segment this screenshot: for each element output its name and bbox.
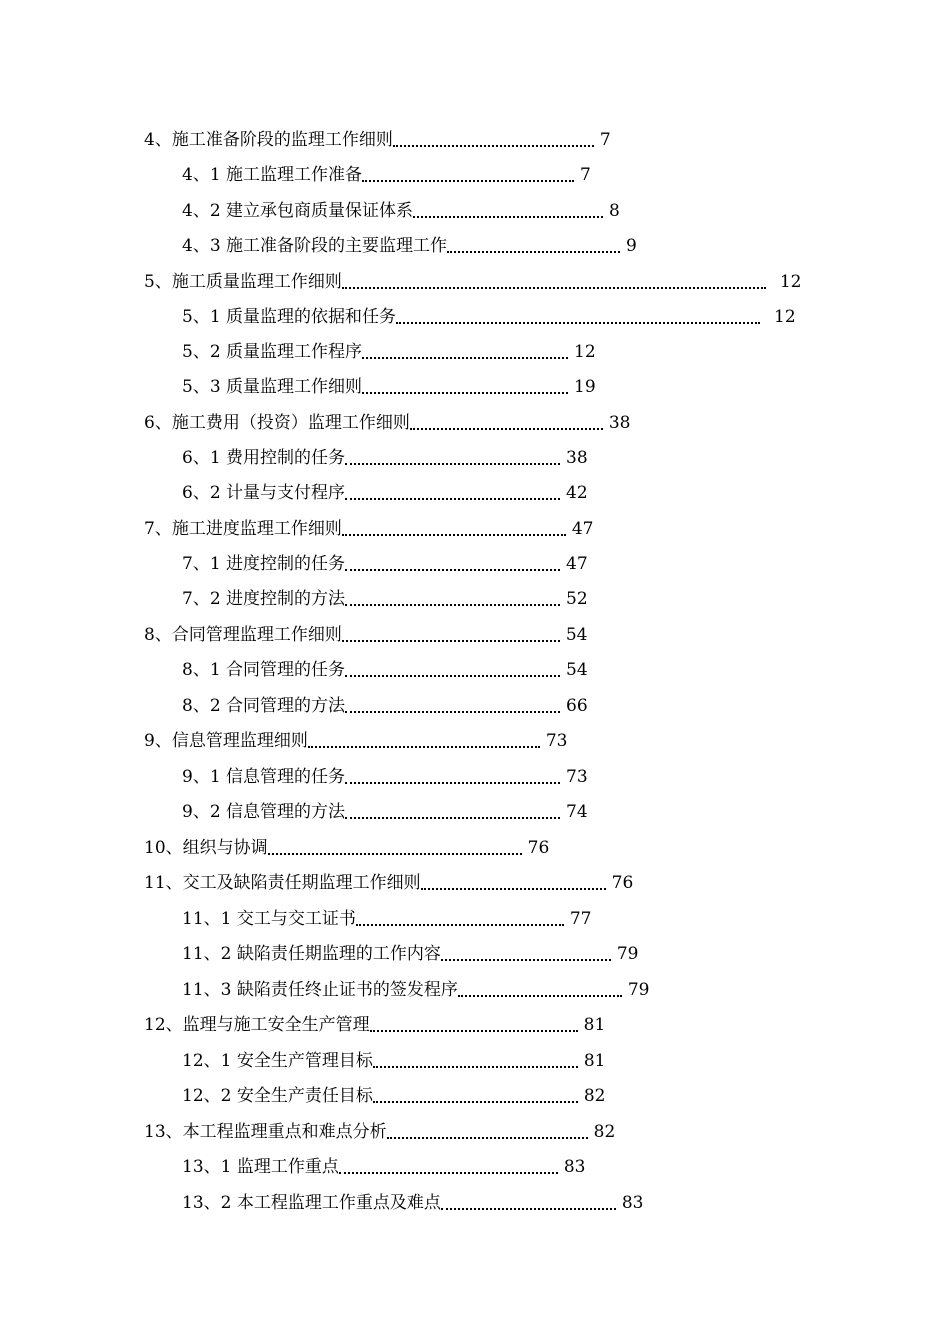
- toc-entry[interactable]: [144, 1118, 615, 1142]
- toc-entry-page-number: 66: [566, 696, 588, 716]
- toc-entry-page-number: 42: [566, 483, 588, 503]
- toc-entry-label: 8、2 合同管理的方法: [182, 696, 346, 716]
- toc-entry[interactable]: [182, 798, 588, 822]
- toc-entry[interactable]: [144, 834, 549, 858]
- dot-leader: [342, 534, 566, 536]
- toc-entry-page-number: 54: [565, 625, 588, 645]
- dot-leader: [421, 888, 606, 890]
- dot-leader: [362, 392, 568, 394]
- toc-entry[interactable]: [182, 479, 588, 503]
- toc-entry-label: 11、2 缺陷责任期监理的工作内容: [182, 944, 441, 964]
- toc-entry-label: 8、1 合同管理的任务: [182, 660, 346, 680]
- toc-entry-page-number: 7: [599, 130, 611, 150]
- toc-entry-label: 4、3 施工准备阶段的主要监理工作: [182, 236, 448, 256]
- toc-entry-label: 11、1 交工与交工证书: [182, 909, 356, 929]
- toc-entry-page-number: 83: [563, 1157, 586, 1177]
- toc-entry[interactable]: [182, 976, 650, 1000]
- toc-entry[interactable]: [182, 763, 588, 787]
- dot-leader: [345, 817, 560, 819]
- dot-leader: [458, 995, 622, 997]
- toc-entry-label: 5、1 质量监理的依据和任务: [182, 307, 397, 327]
- toc-entry-page-number: 79: [616, 944, 639, 964]
- toc-entry-page-number: 81: [583, 1015, 606, 1035]
- toc-entry[interactable]: [182, 197, 620, 221]
- toc-entry[interactable]: [182, 1153, 586, 1177]
- toc-entry[interactable]: [144, 268, 801, 292]
- dot-leader: [268, 853, 522, 855]
- toc-entry[interactable]: [144, 126, 611, 150]
- dot-leader: [396, 322, 760, 324]
- toc-entry-page-number: 47: [571, 519, 594, 539]
- toc-entry-page-number: 73: [545, 731, 568, 751]
- dot-leader: [441, 1208, 616, 1210]
- toc-entry-page-number: 79: [627, 980, 650, 1000]
- toc-entry-label: 13、1 监理工作重点: [182, 1157, 339, 1177]
- toc-entry[interactable]: [182, 338, 596, 362]
- toc-entry-label: 9、信息管理监理细则: [144, 731, 308, 751]
- dot-leader: [345, 498, 560, 500]
- dot-leader: [413, 216, 603, 218]
- toc-entry-page-number: 82: [593, 1122, 616, 1142]
- toc-entry-label: 5、2 质量监理工作程序: [182, 342, 363, 362]
- toc-entry-page-number: 54: [566, 660, 588, 680]
- toc-entry-page-number: 12: [779, 272, 802, 292]
- toc-entry[interactable]: [182, 232, 637, 256]
- toc-entry[interactable]: [182, 1189, 644, 1213]
- toc-entry[interactable]: [182, 656, 588, 680]
- toc-entry-page-number: 12: [574, 342, 596, 362]
- toc-entry-page-number: 76: [527, 838, 550, 858]
- toc-entry-label: 9、1 信息管理的任务: [182, 767, 346, 787]
- dot-leader: [356, 924, 564, 926]
- toc-entry-label: 11、交工及缺陷责任期监理工作细则: [144, 873, 421, 893]
- toc-entry[interactable]: [182, 1082, 606, 1106]
- dot-leader: [342, 287, 766, 289]
- toc-entry-page-number: 8: [609, 201, 620, 221]
- toc-entry-page-number: 73: [566, 767, 588, 787]
- toc-entry-label: 9、2 信息管理的方法: [182, 802, 346, 822]
- toc-entry[interactable]: [144, 869, 633, 893]
- dot-leader: [362, 357, 568, 359]
- dot-leader: [393, 145, 594, 147]
- toc-entry-label: 4、1 施工监理工作准备: [182, 165, 363, 185]
- toc-entry-page-number: 9: [626, 236, 637, 256]
- dot-leader: [410, 428, 603, 430]
- toc-entry-page-number: 7: [580, 165, 591, 185]
- toc-entry-page-number: 38: [608, 413, 631, 433]
- toc-entry-page-number: 82: [583, 1086, 606, 1106]
- toc-entry[interactable]: [182, 940, 639, 964]
- toc-entry-label: 4、施工准备阶段的监理工作细则: [144, 130, 393, 150]
- dot-leader: [441, 959, 611, 961]
- toc-entry[interactable]: [182, 444, 588, 468]
- toc-entry-label: 13、本工程监理重点和难点分析: [144, 1122, 387, 1142]
- dot-leader: [345, 569, 560, 571]
- toc-entry[interactable]: [144, 515, 593, 539]
- toc-entry[interactable]: [144, 409, 630, 433]
- dot-leader: [370, 1030, 578, 1032]
- toc-entry-label: 6、施工费用（投资）监理工作细则: [144, 413, 410, 433]
- toc-entry-label: 4、2 建立承包商质量保证体系: [182, 201, 414, 221]
- dot-leader: [373, 1066, 578, 1068]
- toc-entry-label: 6、2 计量与支付程序: [182, 483, 346, 503]
- toc-entry-page-number: 19: [574, 377, 596, 397]
- toc-entry[interactable]: [182, 692, 588, 716]
- dot-leader: [345, 463, 560, 465]
- toc-entry[interactable]: [182, 585, 588, 609]
- toc-entry-page-number: 47: [566, 554, 588, 574]
- toc-entry[interactable]: [144, 1011, 605, 1035]
- dot-leader: [373, 1101, 578, 1103]
- dot-leader: [345, 675, 560, 677]
- toc-entry-label: 12、2 安全生产责任目标: [182, 1086, 373, 1106]
- toc-entry[interactable]: [182, 303, 796, 327]
- dot-leader: [345, 782, 560, 784]
- toc-entry-label: 12、1 安全生产管理目标: [182, 1051, 373, 1071]
- toc-entry-label: 6、1 费用控制的任务: [182, 448, 346, 468]
- toc-entry-label: 5、施工质量监理工作细则: [144, 272, 342, 292]
- toc-entry-page-number: 12: [774, 307, 796, 327]
- toc-entry-page-number: 81: [583, 1051, 606, 1071]
- toc-entry-page-number: 83: [621, 1193, 644, 1213]
- toc-entry-page-number: 52: [566, 589, 588, 609]
- toc-entry[interactable]: [182, 1047, 606, 1071]
- toc-entry-label: 11、3 缺陷责任终止证书的签发程序: [182, 980, 458, 1000]
- toc-entry[interactable]: [182, 373, 596, 397]
- toc-entry-label: 7、施工进度监理工作细则: [144, 519, 342, 539]
- dot-leader: [308, 746, 540, 748]
- toc-entry-label: 10、组织与协调: [144, 838, 268, 858]
- toc-entry[interactable]: [182, 550, 588, 574]
- toc-entry-page-number: 77: [569, 909, 592, 929]
- dot-leader: [362, 180, 574, 182]
- toc-entry[interactable]: [182, 905, 592, 929]
- toc-entry-label: 13、2 本工程监理工作重点及难点: [182, 1193, 441, 1213]
- toc-entry-label: 7、2 进度控制的方法: [182, 589, 346, 609]
- toc-entry-label: 5、3 质量监理工作细则: [182, 377, 363, 397]
- toc-entry-page-number: 38: [566, 448, 588, 468]
- toc-entry[interactable]: [182, 161, 591, 185]
- dot-leader: [345, 604, 560, 606]
- toc-entry-label: 12、监理与施工安全生产管理: [144, 1015, 370, 1035]
- toc-entry-page-number: 76: [611, 873, 634, 893]
- toc-entry-label: 7、1 进度控制的任务: [182, 554, 346, 574]
- dot-leader: [387, 1137, 588, 1139]
- toc-entry[interactable]: [144, 621, 587, 645]
- toc-entry-label: 8、合同管理监理工作细则: [144, 625, 342, 645]
- dot-leader: [345, 711, 560, 713]
- dot-leader: [342, 640, 560, 642]
- toc-entry[interactable]: [144, 727, 567, 751]
- dot-leader: [339, 1172, 558, 1174]
- dot-leader: [447, 251, 620, 253]
- toc-entry-page-number: 74: [566, 802, 588, 822]
